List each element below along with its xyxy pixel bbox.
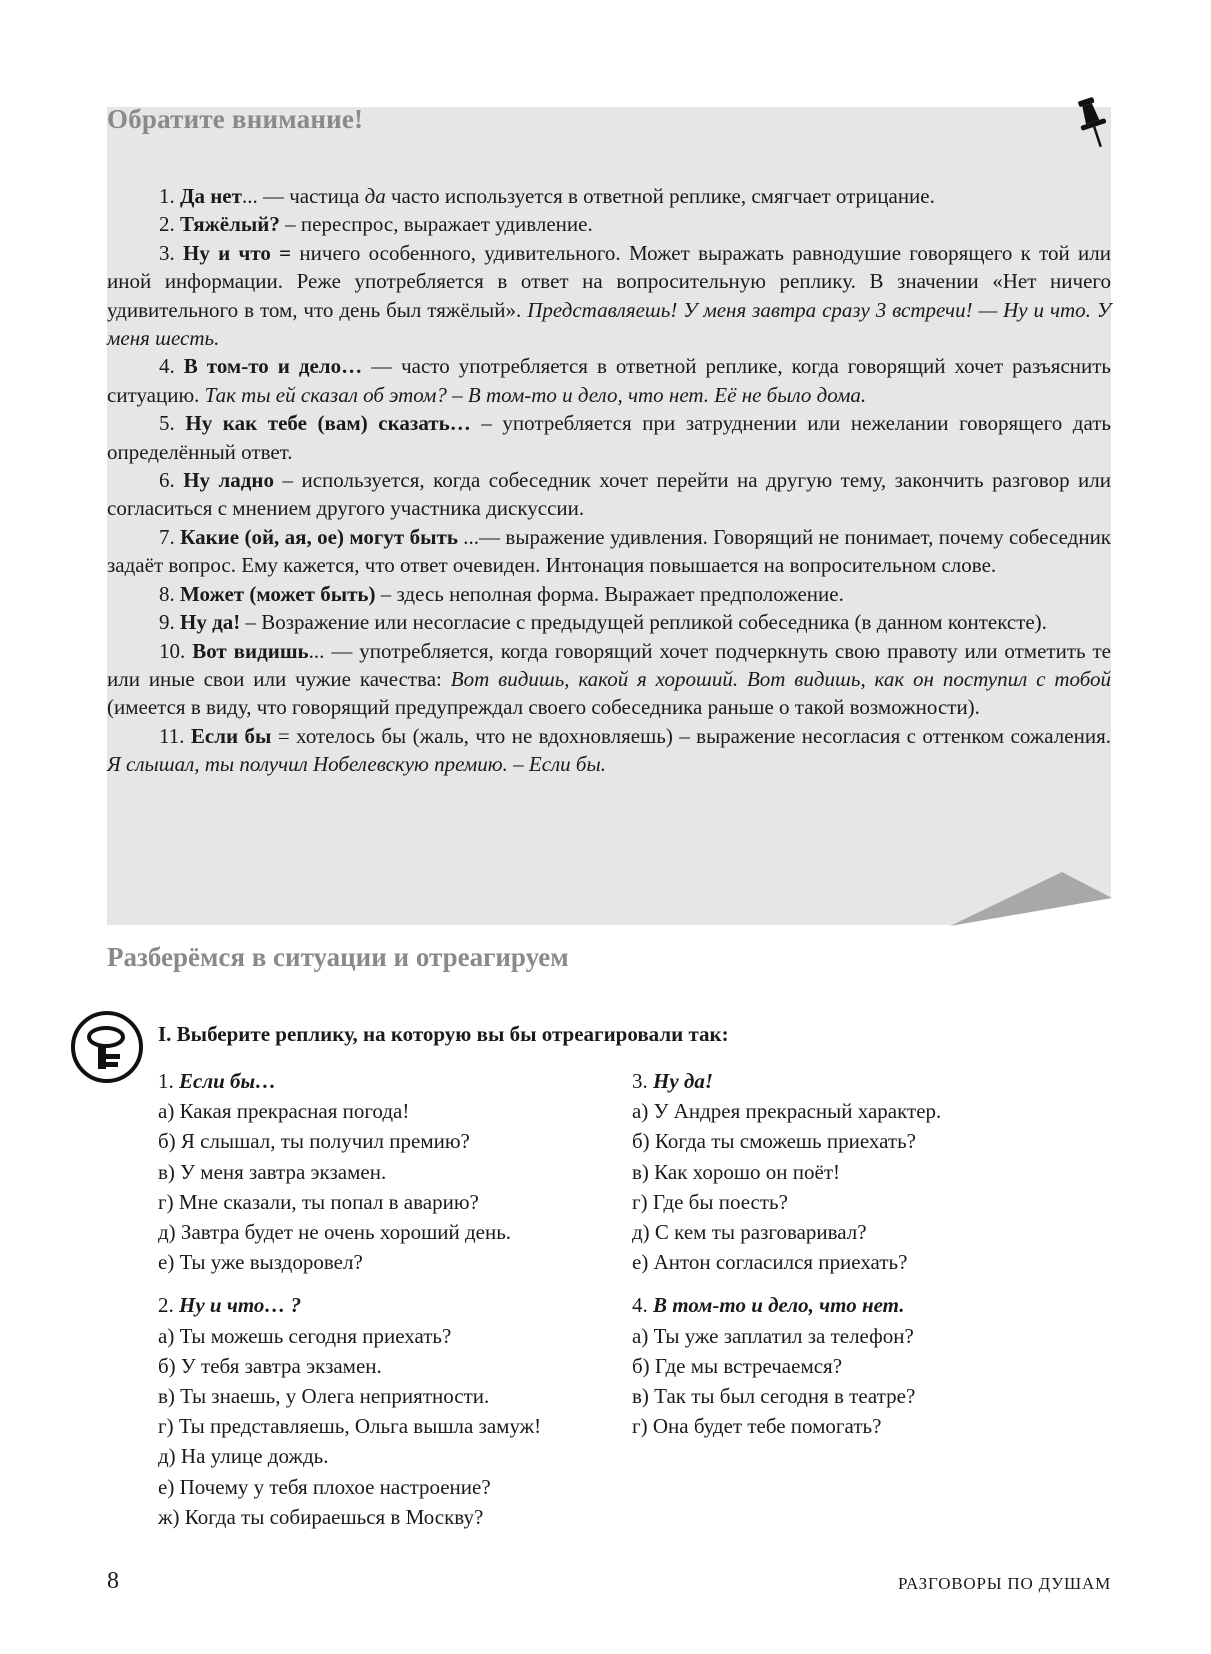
option-item: а) Ты можешь сегодня приехать? [158, 1323, 452, 1348]
option-item: б) У тебя завтра экзамен. [158, 1353, 382, 1378]
note-item: 2. Тяжёлый? – переспрос, выражает удивление. [159, 212, 593, 237]
option-item: б) Когда ты сможешь приехать? [632, 1129, 916, 1154]
note-item: 10. Вот видишь... — употребляется, когда говорящий хочет подчеркнуть свою правоту или отметить те или иные свои или чужие качества: Вот видишь, какой я хороший. Вот видишь, как он поступил с тобой (имеется в виду, что говорящий предупреждал своего собеседника раньше о такой возможности). [107, 638, 1112, 720]
note-item: 5. Ну как тебе (вам) сказать… – употребляется при затруднении или нежелании говорящего дать определённый ответ. [107, 411, 1112, 464]
option-item: а) У Андрея прекрасный характер. [632, 1099, 942, 1124]
option-item: ж) Когда ты собираешься в Москву? [158, 1504, 484, 1529]
option-item: б) Где мы встречаемся? [632, 1353, 843, 1378]
running-title: РАЗГОВОРЫ ПО ДУШАМ [897, 1574, 1111, 1593]
question-title: 1. Если бы… [158, 1069, 277, 1093]
option-item: е) Ты уже выздоровел? [158, 1250, 363, 1275]
option-item: е) Почему у тебя плохое настроение? [158, 1474, 491, 1499]
option-item: д) С кем ты разговаривал? [632, 1220, 867, 1245]
note-title: Обратите внимание! [107, 104, 364, 134]
note-item: 3. Ну и что = ничего особенного, удивительного. Может выражать равнодушие говорящего к той или иной информации. Реже употребляется в ответ на вопросительную реплику. В значении «Нет ничего удивительного в том, что день был тяжёлый». Представляешь! У меня завтра сразу 3 встречи! — Ну и что. У меня шесть. [107, 240, 1112, 351]
note-item: 1. Да нет... — частица да часто используется в ответной реплике, смягчает отрицание. [159, 184, 935, 208]
note-item: 7. Какие (ой, ая, ое) могут быть ...— выражение удивления. Говорящий не понимает, почему собеседник задаёт вопрос. Ему кажется, что ответ очевиден. Интонация повышается на вопросительном слове. [107, 524, 1112, 578]
option-item: г) Где бы поесть? [632, 1189, 788, 1214]
note-item: 6. Ну ладно – используется, когда собеседник хочет перейти на другую тему, закончить разговор или согласиться с мнением другого участника дискуссии. [107, 468, 1111, 521]
option-item: в) Как хорошо он поёт! [632, 1159, 841, 1184]
option-item: д) Завтра будет не очень хороший день. [158, 1220, 512, 1245]
pushpin-icon [1073, 96, 1113, 150]
page-number: 8 [107, 1568, 119, 1594]
option-item: б) Я слышал, ты получил премию? [158, 1129, 470, 1154]
option-item: в) Так ты был сегодня в театре? [632, 1384, 916, 1409]
notes-list [107, 182, 1111, 779]
option-item: г) Ты представляешь, Ольга вышла замуж! [158, 1414, 542, 1439]
question-title: 2. Ну и что… ? [158, 1293, 302, 1318]
left-column [158, 1066, 628, 1545]
option-item: в) У меня завтра экзамен. [158, 1159, 387, 1184]
question-title: 3. Ну да! [632, 1069, 713, 1093]
question-group [158, 1290, 628, 1532]
option-item: а) Какая прекрасная погода! [158, 1099, 410, 1124]
key-icon [70, 1010, 144, 1084]
note-item: 8. Может (может быть) – здесь неполная форма. Выражает предположение. [159, 581, 844, 606]
option-item: г) Она будет тебе помогать? [632, 1414, 882, 1439]
option-item: г) Мне сказали, ты попал в аварию? [158, 1189, 479, 1214]
question-group [158, 1066, 628, 1277]
right-column [632, 1066, 1102, 1454]
option-item: е) Антон согласился приехать? [632, 1250, 908, 1275]
section-title: Разберёмся в ситуации и отреагируем [107, 942, 569, 972]
option-item: в) Ты знаешь, у Олега неприятности. [158, 1384, 490, 1409]
option-item: а) Ты уже заплатил за телефон? [632, 1323, 914, 1348]
note-item: 11. Если бы = хотелось бы (жаль, что не вдохновляешь) – выражение несогласия с оттенком сожаления. Я слышал, ты получил Нобелевскую премию. – Если бы. [107, 723, 1111, 777]
task-title: I. Выберите реплику, на которую вы бы отреагировали так: [158, 1022, 729, 1046]
question-group [632, 1066, 1102, 1277]
question-title: 4. В том-то и дело, что нет. [632, 1293, 905, 1318]
option-item: д) На улице дождь. [158, 1444, 329, 1469]
note-item: 4. В том-то и дело… — часто употребляется в ответной реплике, когда говорящий хочет разъяснить ситуацию. Так ты ей сказал об этом? – В том-то и дело, что нет. Её не было дома. [107, 354, 1112, 407]
note-item: 9. Ну да! – Возражение или несогласие с предыдущей репликой собеседника (в данном контексте). [159, 610, 1047, 635]
question-group [632, 1290, 1102, 1441]
page-curl-icon [950, 872, 1112, 926]
